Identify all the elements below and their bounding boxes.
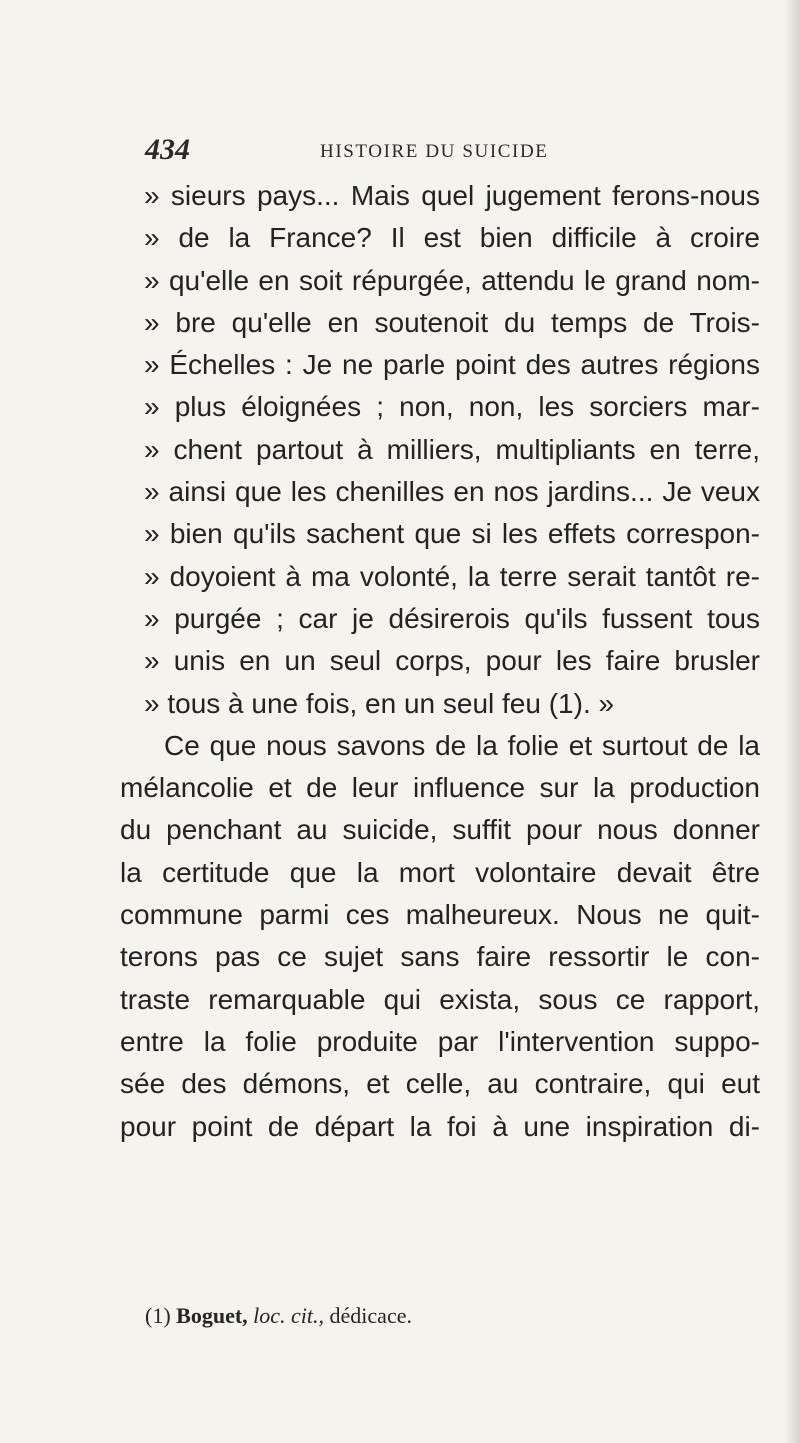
text-line: » purgée ; car je désirerois qu'ils fussent tous [144, 602, 760, 634]
text-line: » sieurs pays... Mais quel jugement ferons-nous [144, 180, 760, 211]
running-title: HISTOIRE DU SUICIDE [320, 141, 549, 162]
text-line: pour point de départ la foi à une inspiration di- [120, 1110, 760, 1142]
footnote [145, 1303, 412, 1329]
page-edge-shadow [784, 0, 800, 1443]
text-line: » qu'elle en soit répurgée, attendu le grand nom- [144, 264, 760, 296]
text-line: commune parmi ces malheureux. Nous ne quit- [120, 899, 760, 931]
text-line: la certitude que la mort volontaire devait être [120, 856, 760, 888]
text-line: » chent partout à milliers, multipliants en terre, [144, 433, 760, 465]
text-line: » Échelles : Je ne parle point des autres régions [144, 349, 760, 381]
text-line: mélancolie et de leur influence sur la production [120, 772, 760, 804]
footnote-detail: dédicace. [329, 1303, 412, 1328]
text-line: » bre qu'elle en soutenoit du temps de Trois- [144, 306, 760, 338]
text-line: sée des démons, et celle, au contraire, qui eut [120, 1068, 760, 1100]
text-line: Ce que nous savons de la folie et surtout de la [164, 729, 760, 761]
page-number: 434 [145, 133, 190, 166]
text-line: » bien qu'ils sachent que si les effets correspon- [144, 518, 760, 550]
text-line: traste remarquable qui exista, sous ce rapport, [120, 983, 760, 1015]
text-line: » unis en un seul corps, pour les faire brusler [144, 645, 760, 677]
footnote-author: Boguet, [176, 1303, 248, 1328]
text-line: » ainsi que les chenilles en nos jardins... Je veux [144, 476, 760, 508]
page-header [145, 133, 645, 165]
text-line: » doyoient à ma volonté, la terre serait tantôt re- [144, 560, 760, 592]
text-line: entre la folie produite par l'intervention suppo- [120, 1025, 760, 1057]
text-line: » tous à une fois, en un seul feu (1). » [144, 687, 615, 719]
footnote-number: (1) [145, 1303, 171, 1328]
text-line: » plus éloignées ; non, non, les sorciers mar- [144, 391, 760, 423]
body-text [120, 175, 760, 1148]
text-line: terons pas ce sujet sans faire ressortir le con- [120, 941, 760, 973]
text-line: » de la France? Il est bien difficile à croire [144, 222, 760, 254]
footnote-reference: loc. cit., [253, 1303, 325, 1328]
text-line: du penchant au suicide, suffit pour nous donner [120, 814, 760, 846]
